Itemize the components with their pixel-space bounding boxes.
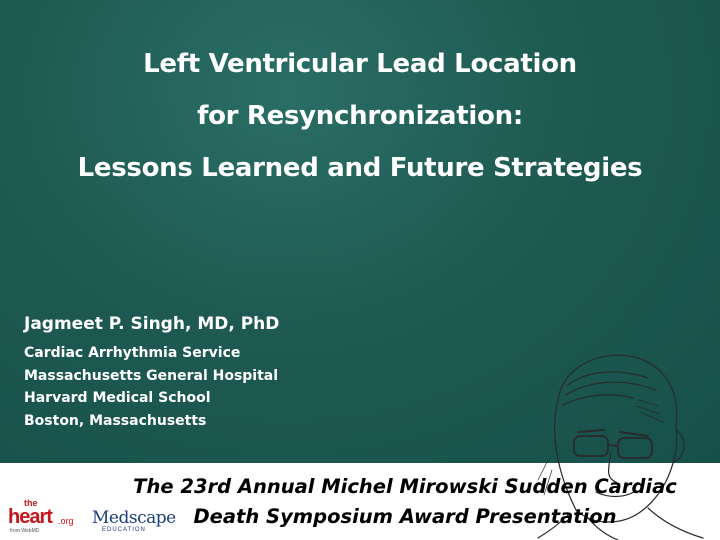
slide-title [0, 38, 720, 194]
affiliation-line: Massachusetts General Hospital [24, 367, 279, 384]
award-line-1: The 23rd Annual Michel Mirowski Sudden Cardiac [133, 475, 677, 498]
theheart-org-logo: the heart .org from WebMD [8, 498, 74, 534]
award-line-2: Death Symposium Award Presentation [193, 505, 617, 528]
title-line-1: Left Ventricular Lead Location [143, 49, 577, 79]
title-line-2: for Resynchronization: [197, 101, 523, 131]
affiliation-line: Harvard Medical School [24, 390, 211, 406]
affiliation-line: Boston, Massachusetts [24, 412, 207, 429]
author-name: Jagmeet P. Singh, MD, PhD [24, 314, 280, 334]
author-block [24, 312, 279, 432]
affiliation-line: Cardiac Arrhythmia Service [24, 345, 241, 361]
medscape-education-logo: Medscape EDUCATION [92, 508, 176, 533]
award-caption [95, 472, 715, 532]
title-line-3: Lessons Learned and Future Strategies [77, 153, 643, 183]
